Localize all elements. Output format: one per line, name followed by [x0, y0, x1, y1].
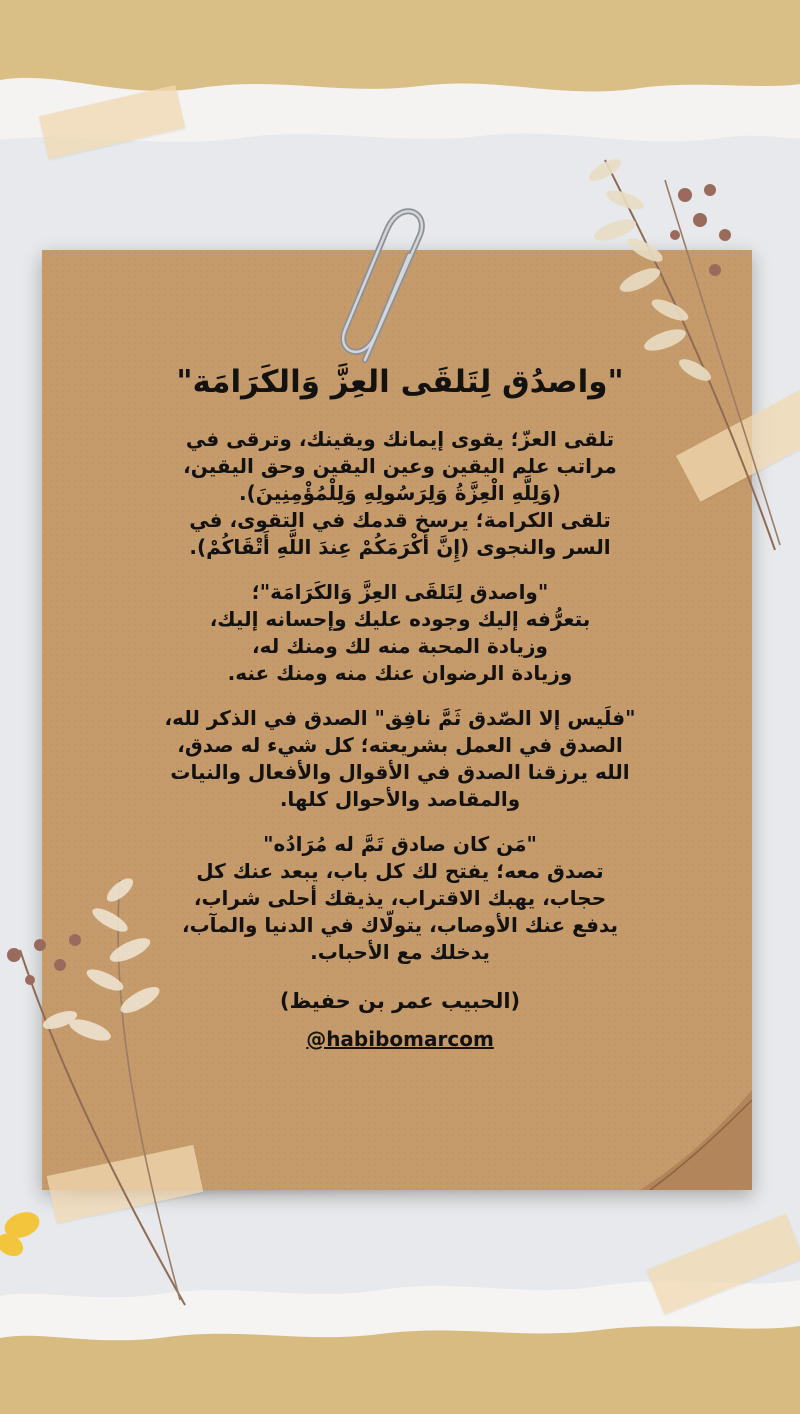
text-line: "فلَيس إلا الصّدق ثَمَّ نافِق" الصدق في الذكر لله،	[164, 706, 636, 730]
paragraph-4	[60, 831, 740, 966]
text-line: (وَلِلَّهِ الْعِزَّةُ وَلِرَسُولِهِ وَلِلْمُؤْمِنِينَ).	[239, 481, 561, 505]
text-line: مراتب علم اليقين وعين اليقين وحق اليقين،	[183, 454, 617, 478]
quote-title: "واصدُق لِتَلقَى العِزَّ وَالكَرَامَة"	[176, 364, 624, 400]
text-line: تصدق معه؛ يفتح لك كل باب، يبعد عنك كل	[196, 859, 604, 883]
text-line: الصدق في العمل بشريعته؛ كل شيء له صدق،	[177, 733, 623, 757]
text-line: تلقى العزّ؛ يقوى إيمانك ويقينك، وترقى في	[185, 427, 615, 451]
paragraph-1	[60, 426, 740, 561]
text-line: "واصدق لِتَلقَى العِزَّ وَالكَرَامَة"؛	[251, 580, 549, 604]
text-line: الله يرزقنا الصدق في الأقوال والأفعال والنيات	[170, 760, 630, 784]
social-handle-link[interactable]: @habibomarcom	[306, 1027, 494, 1051]
paperclip-icon	[325, 205, 445, 375]
text-line: "مَن كان صادق تَمَّ له مُرَادُه"	[263, 832, 537, 856]
paragraph-2	[60, 579, 740, 687]
attribution: (الحبيب عمر بن حفيظ)	[279, 989, 521, 1013]
curled-corner	[640, 1090, 752, 1190]
paragraph-3	[60, 705, 740, 813]
text-line: وزيادة الرضوان عنك منه ومنك عنه.	[227, 661, 573, 685]
text-line: بتعرُّفه إليك وجوده عليك وإحسانه إليك،	[209, 607, 591, 631]
text-line: والمقاصد والأحوال كلها.	[279, 787, 521, 811]
text-line: حجاب، يهبك الاقتراب، يذيقك أحلى شراب،	[193, 886, 607, 910]
text-line: يدخلك مع الأحباب.	[310, 940, 490, 964]
text-line: وزيادة المحبة منه لك ومنك له،	[252, 634, 548, 658]
text-line: السر والنجوى (إِنَّ أَكْرَمَكُمْ عِندَ اللَّهِ أَتْقَاكُمْ).	[189, 535, 611, 559]
quote-content	[60, 360, 740, 1054]
text-line: تلقى الكرامة؛ يرسخ قدمك في التقوى، في	[189, 508, 611, 532]
text-line: يدفع عنك الأوصاب، يتولّاك في الدنيا والمآب،	[181, 913, 619, 937]
